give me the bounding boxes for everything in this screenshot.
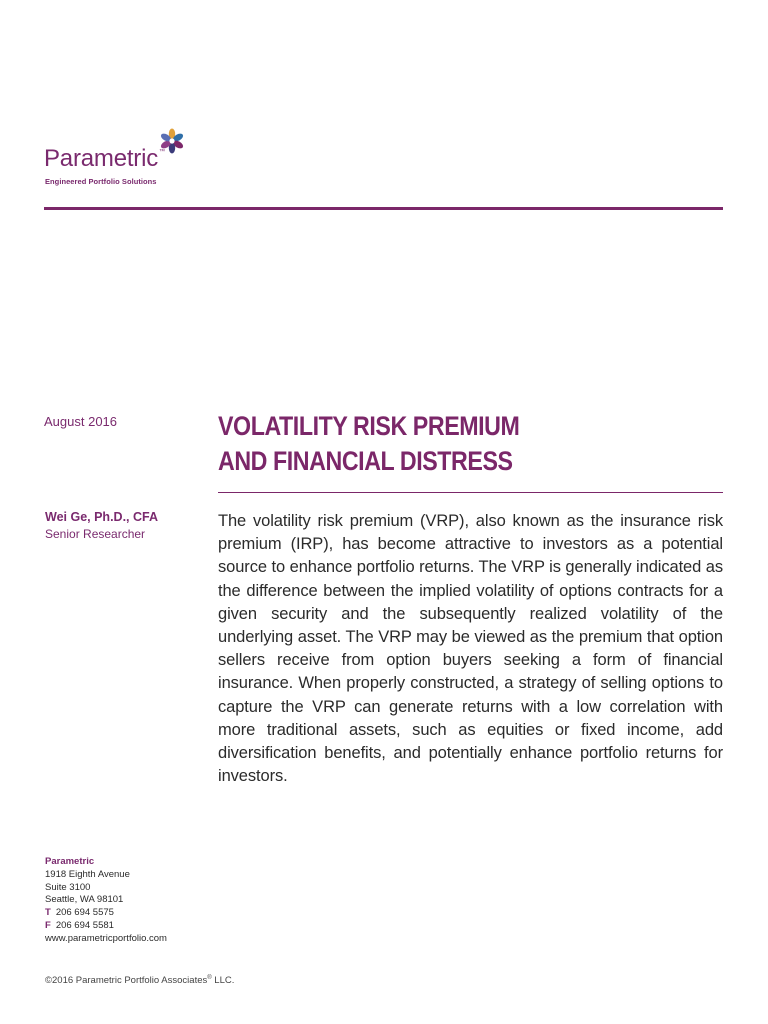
brand-trademark: ™ [159, 149, 165, 155]
fax-label: F [45, 919, 51, 931]
title-line-2: AND FINANCIAL DISTRESS [218, 446, 513, 476]
author-name: Wei Ge, Ph.D., CFA [45, 510, 158, 524]
contact-address-line2: Suite 3100 [45, 881, 91, 893]
header-divider [44, 207, 723, 210]
copyright-suffix: LLC. [211, 975, 235, 987]
contact-website[interactable]: www.parametricportfolio.com [45, 932, 167, 944]
phone-label: T [45, 907, 51, 919]
author-role: Senior Researcher [45, 527, 146, 541]
copyright-prefix: ©2016 Parametric Portfolio Associates [45, 975, 208, 987]
title-line-1: VOLATILITY RISK PREMIUM [218, 411, 520, 441]
contact-address-line3: Seattle, WA 98101 [45, 894, 124, 906]
contact-address-line1: 1918 Eighth Avenue [45, 868, 130, 880]
brand-name: Parametric [44, 145, 159, 172]
paper-title [218, 409, 519, 479]
publication-date: August 2016 [44, 414, 118, 429]
contact-fax-row [45, 920, 167, 933]
copyright-notice [45, 975, 234, 986]
contact-company: Parametric [45, 856, 95, 867]
contact-phone: 206 694 5575 [55, 907, 114, 919]
contact-fax: 206 694 5581 [55, 919, 114, 931]
brand-wordmark [44, 147, 165, 171]
abstract-paragraph: The volatility risk premium (VRP), also known as the insurance risk premium (IRP), has become attractive to investors as a potential source to enhance portfolio returns. The VRP is generally indicated as the difference between the implied volatility of options contracts for a given security and the subsequently realized volatility of the underlying asset. The VRP may be viewed as the premium that option sellers receive from option buyers seeking a form of financial insurance. When properly constructed, a strategy of selling options to capture the VRP can generate returns with a low correlation with more traditional assets, such as equities or fixed income, add diversification benefits, and potentially enhance portfolio returns for investors. [218, 512, 723, 786]
registered-mark: ® [207, 975, 212, 981]
title-divider [218, 492, 723, 493]
contact-phone-row [45, 907, 167, 920]
brand-tagline: Engineered Portfolio Solutions [45, 177, 157, 186]
contact-block [45, 856, 167, 946]
